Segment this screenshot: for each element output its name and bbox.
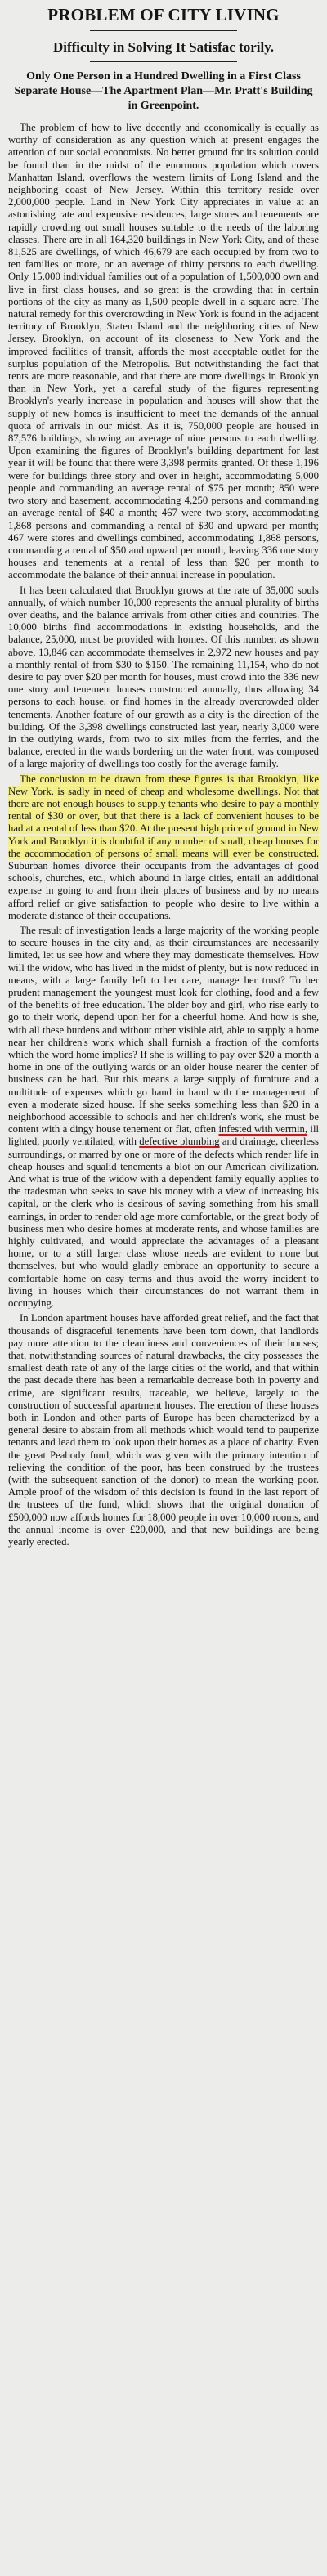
article-body [8, 122, 319, 1548]
paragraph-1: The problem of how to live decently and economically is equally as worthy of consideration as any question which at present engages the attention of our social economists. No better ground for its solution could be found than in the midst of the enormous population which covers Manhattan Island, overflows the western limits of Long Island and the neighboring coast of New Jersey. Within this territory reside over 2,000,000 people. Land in New York City appreciates in value at an astonishing rate and expensive residences, large stores and tenements are rapidly crowding out small houses suitable to the needs of the laboring classes. There are in all 164,320 buildings in New York City, and of these 81,525 are dwellings, of which 46,679 are each occupied by from two to ten families or more, or an average of thirty persons to each dwelling. Only 15,000 individual families out of a population of 1,500,000 own and live in first class houses, and so great is the crowding that in certain portions of the city as many as 1,500 people dwell in a square acre. The natural remedy for this overcrowding in New York is found in the adjacent territory of Brooklyn, Staten Island and the neighboring cities of New Jersey. Brooklyn, on account of its closeness to New York and the improved facilities of transit, affords the most acceptable outlet for the surplus population of the Metropolis. But notwithstanding the fact that rents are more reasonable, and that there are more dwellings in Brooklyn than in New York, yet a careful study of the figures representing Brooklyn's yearly increase in population and houses will show that the supply of new homes is insufficient to meet the demands of the annual quota of arrivals in our midst. As it is, 750,000 people are housed in 87,576 buildings, showing an average of nine persons to each dwelling. Upon examining the figures of Brooklyn's building department for last year it will be found that there were 3,398 permits granted. Of these 1,196 were for buildings three story and over in height, accommodating 5,000 people and commanding an average rental of $75 per month; 850 were two story and basement, accommodating 4,250 persons and commanding an average rental of $40 a month; 467 were two story, accommodating 1,868 persons and commanding a rental of $30 and upward per month; 467 were stores and dwellings combined, accommodating 1,868 persons, commanding a rental of $50 and upward per month, leaving 336 one story houses and tenements at a rental of less than $20 per month to accommodate the balance of their annual increase in population. [8, 122, 319, 581]
paragraph-2: It has been calculated that Brooklyn grows at the rate of 35,000 souls annually, of which number 10,000 represents the annual plurality of births over deaths, and the balance arrivals from other cities and countries. The 10,000 births find accommodations in existing households, and the balance, 25,000, must be provided with homes. Of this number, as shown above, 13,846 can accommodate themselves in 2,972 new houses and pay a monthly rental of from $30 to $150. The remaining 11,154, who do not desire to pay over $20 per month for houses, must crowd into the 336 new one story and tenement houses constructed annually, thus allowing 34 persons to each house, or find homes in the already overcrowded older tenements. Another feature of our growth as a city is the direction of the building. Of the 3,398 dwellings constructed last year, nearly 3,000 were in the outlying wards, from two to six miles from the ferries, and the balance, erected in the wards bordering on the water front, was composed of a large majority of dwellings too costly for the average family. [8, 584, 319, 770]
subheadline: Difficulty in Solving It Satisfac torily. [52, 39, 275, 55]
underlined-phrase-plumbing: defective plumbing [139, 1136, 220, 1148]
paragraph-4-mid: ill lighted, poorly ventilated, with [8, 1123, 319, 1148]
paragraph-4-tail: and drainage, cheerless surroundings, or marred by one or more of the defects which render life in cheap houses and squalid tenements a blot on our American civilization. And what is true of the widow with a dependent family equally applies to the tradesman who seeks to save his money with a view of increasing his capital, or the clerk who is desirous of saving something from his small earnings, in order to render old age more comfortable, or the great body of business men who desire homes at moderate rents, and whose families are highly cultivated, and would appreciate the advantages of a pleasant home, or to a still larger class whose needs are evident to none but themselves, but who would gladly embrace an opportunity to secure a comfortable home on easy terms and thus avoid the worry incident to living in houses which their circumstances do not warrant them in occupying. [8, 1136, 319, 1310]
paragraph-4 [8, 925, 319, 1310]
headline: PROBLEM OF CITY LIVING [47, 5, 280, 25]
underlined-phrase-vermin: infested with vermin, [218, 1123, 308, 1136]
paragraph-5: In London apartment houses have afforded great relief, and the fact that thousands of disgraceful tenements have been torn down, that landlords pay more attention to the cleanliness and conveniences of their houses; that, notwithstanding sources of natural drawbacks, the city possesses the smallest death rate of any of the large cities of the world, and that within the past decade there has been a remarkable decrease both in poverty and crime, are significant results, traceable, we believe, largely to the construction of successful apartment houses. The erection of these houses both in London and other parts of Europe has been characterized by a general desire to abstain from all methods which would tend to pauperize tenants and lead them to look upon their homes as a place of charity. Even the great Peabody fund, which was given with the primary intention of relieving the condition of the poor, has been construed by the trustees (with the subsequent sanction of the donor) to mean the working poor. Ample proof of the wisdom of this decision is found in the last report of the trustees of the fund, which shows that the original donation of £500,000 now affords homes for 18,000 people in over 10,000 rooms, and the annual income is over £20,000, and that new buildings are being yearly erected. [8, 1312, 319, 1548]
highlighted-passage: The conclusion to be drawn from these figures is that Brooklyn, like New York, is sadly in need of cheap and wholesome dwellings. Not that there are not enough houses to supply tenants who desire to pay a monthly rental of $30 or over, but that there is a lack of convenient houses to be had at a rental of less than $20. At the present high price of ground in New York and Brooklyn it is doubtful if any number of small, cheap houses for the accommodation of persons of small means will ever be constructed. [8, 773, 319, 859]
paragraph-3 [8, 773, 319, 922]
paragraph-3-rest: Suburban homes divorce their occupants from the advantages of good schools, churches, etc., which abound in large cities, entail an additional expense in going to and from their places of business and by no means afford relief or give satisfaction to people who desire to live within a moderate distance of their occupations. [8, 859, 319, 921]
divider-rule [90, 61, 237, 62]
deck-summary: Only One Person in a Hundred Dwelling in a First Class Separate House—The Apartment Plan—Mr. Pratt's Building in Greenpoint. [14, 70, 313, 112]
paragraph-4-lead: The result of investigation leads a large majority of the working people to secure houses in the city and, as their circumstances are necessarily limited, let us see how and where they may domesticate themselves. How will the widow, who has lived in the midst of plenty, but is now reduced in means, with a large family left to her care, manage her trust? To her prudent management the youngest must look for clothing, food and a few of the benefits of free education. The older boy and girl, who rise early to go to their work, depend upon her for a cheerful home. And how is she, with all these burdens and without other visible aid, able to supply a home near her children's work which shall furnish a fraction of the comforts which the word home implies? If she is willing to pay over $20 a month a home in one of the outlying wards or an older house nearer the center of business can be had. But this means a large supply of furniture and a multitude of expenses which go hand in hand with the management of even a moderate sized house. If she seeks something less than $20 in a neighborhood accessible to schools and her children's work, she must be content with a dingy house tenement or flat, often [8, 925, 319, 1136]
divider-rule [90, 30, 237, 31]
